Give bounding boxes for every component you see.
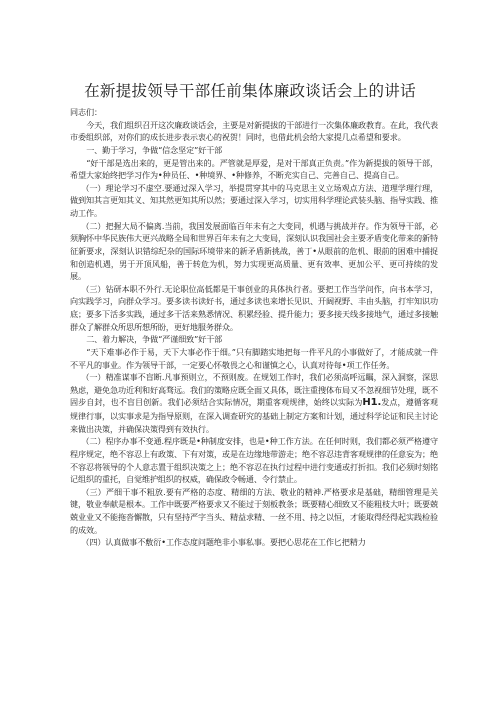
- paragraph: 二、着力解决，争做“严谨细致”好干部: [86, 334, 223, 345]
- paragraph: 今天，我们组织召开这次廉政谈话会，主要是对新提拔的干部进行一次集体廉政教育。在此，我代表市委组织部，对你们的成长进步表示衷心的祝贺！同时，也借此机会给大家提几点希望和要求。: [70, 119, 438, 143]
- paragraph: 一、勤于学习，争做“信念坚定”好干部: [86, 144, 223, 155]
- salutation: 同志们：: [70, 107, 102, 117]
- paragraph: （二）把握大局不偏离.当前，我国发展面临百年未有之大变同，机遇与挑战并存。作为领导干部，必须胸怀中华民族伟大更兴战略全局和世界百年未有之大变局，深刻认识我国社会主要矛盾变化带来的新特征新要求，深刻认识错综纪杂的国际环境带来的新矛盾新挑战，善丁•从眼前的危机、眼前的困难中捕捉和创造机遇，男于开顶风船，善于转危为机，努力实现更高质量、更有效率、更加公平、更可持续的发展。: [70, 220, 438, 282]
- paragraph: “好干部是选出来的，更是管出来的。严管就是厚爱，是对干部真正负责。”作为新提拔的领导干部，希望大家始终把学习作为•种员任、•种境界、•种修养，不断充实自己、完善自己、提高自己。: [70, 157, 438, 181]
- paragraph: （二）程序办事不变通.程序既是•种制度安排，也是•种工作方法。在任何时则，我们都必须严格遵守程序规定，绝不容忍上有政策、下有对策，或是在边缘地带游走；绝不容忍违背客观规律的任意妄为；绝不容忍将领导的个人意志置于组织决策之上；绝不容忍在执行过程中进行变通或打折扣。我们必须时刻铭记组织的重托，自觉维护组织的权威，确保政令畅通、令行禁止。: [70, 436, 438, 485]
- paragraph: （三）严细干事不粗放.要有严格的态度、精细的方法、敬业的精神.严格要求是基础，精细管理是关键，敬业奉献是根本。工作中既要严格要求又不能过于刻板教条；既要精心细致又不能粗枝大叶；既要兢兢业业又不能拖沓懈散，只有坚持严字当头、精益求精、一丝不用、持之以恒，才能取得经得起实践检验的成效。: [70, 486, 438, 535]
- paragraph: （三）钻研本职不外行.无论职位高低都是干事创业的具体执行者。要把工作当学问作，向书本学习，向实践学习，向群众学习。要多读书读好书，通过多读也来增长见识、开阔视野、丰由头脑，打牢知识功底；要多下活多实践，通过多干活来熟悉情况、积累经验、提升能力；要多接天线多接地气，通过多接触群众了解群众所思所想所盼，更好地服务群众。: [70, 283, 438, 332]
- document-title: 在新提拔领导干部任前集体廉政谈话会上的讲话: [84, 82, 416, 100]
- paragraph: （一）精准谋事不盲断.凡事预则立，不预则废。在规划工作时，我们必须高呼远瞩，深入洞察，深思熟虑，避免急功近利和好高骛远。我们的策略应既全面又具体，既注重搜体布局又不忽视细节处理，既不固步自封，也不盲目创新。我们必须结合实际情况，期重客观规律，始终以实际为H1.发点，遵循客观规律行事，以实事求是为指导原则，在深入调查研究的基础上制定方案和计划，通过科学论证和民主讨论来做出决策，并确保决策得到有效执行。: [70, 372, 438, 434]
- paragraph: （四）认真做事不敷衍•工作态度问题绝非小事私事。要把心思花在工作匕把精力: [81, 537, 366, 548]
- document-body: [70, 106, 438, 549]
- paragraph: （一）理论学习不虚空.要通过深入学习，举提贯穿其中的马克思主义立场观点方法、道理学理行理，做到知其言更知其义、知其然更知其所以然；要通过深入学习，切实用科学理论武装头脑、指导实践、推动工作。: [70, 182, 438, 218]
- paragraph: “天下难事必作于易，天下大事必作于细。”只有脚踏实地把每一件平凡的小事做好了，才能成就一件不平凡的事业。作为领导干部，一定要心怀敬畏之心和谨慎之心，认真对待每•项工作任务。: [70, 346, 438, 370]
